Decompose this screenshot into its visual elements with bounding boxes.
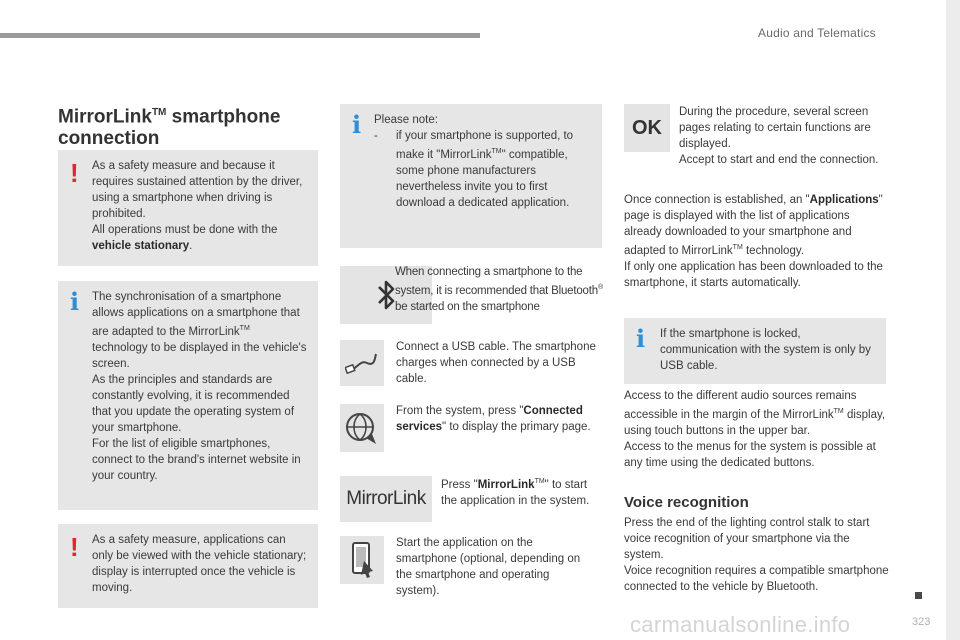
header-bar [0, 33, 480, 38]
access-text: Access to the different audio sources remains accessible in the margin of the MirrorLink™ display, using touch buttons in the upper bar. Access to the menus for the system is possible at any time using the dedicated buttons. [624, 390, 886, 469]
usb-text: Connect a USB cable. The smartphone charges when connected by a USB cable. [396, 341, 596, 385]
mirrorlink-text: Press "MirrorLink™" to start the application in the system. [441, 478, 590, 507]
bluetooth-text: When connecting a smartphone to the system, it is recommended that Bluetooth® be started on the smartphone [395, 266, 603, 313]
usb-icon-box [340, 340, 384, 386]
voice-recognition-text: Press the end of the lighting control stalk to start voice recognition of your smartphone via the system. Voice recognition requires a compatible smartphone connected to the vehicle by Bluetooth. [624, 517, 889, 593]
smartphone-icon-box [340, 536, 384, 584]
voice-recognition-heading: Voice recognition [624, 494, 749, 511]
connected-services-icon-box [340, 404, 384, 452]
safety-warning-box: ! As a safety measure and because it requires sustained attention by the driver, using a smartphone when driving is prohibited. All operations must be done with the vehicle stationary. [58, 150, 318, 266]
connected-services-text: From the system, press "Connected services" to display the primary page. [396, 405, 591, 433]
ok-button-icon-box [624, 104, 670, 152]
page-title: MirrorLink™ smartphone connection [58, 106, 281, 150]
page-number: 323 [912, 616, 931, 628]
end-marker [915, 592, 922, 599]
exclamation-icon: ! [70, 532, 79, 562]
page-edge-strip [946, 0, 960, 640]
smartphone-text: Start the application on the smartphone (optional, depending on the smartphone and operating system). [396, 537, 581, 597]
ok-label: OK [632, 116, 662, 139]
info-icon: i [70, 287, 80, 316]
usb-cable-icon [345, 349, 379, 377]
synchronisation-info-box: i The synchronisation of a smartphone allows applications on a smartphone that are adapted to the MirrorLink™ technology to be displayed in the vehicle's screen. As the principles and standards are constantly evolving, it is recommended that you update the operating system of your smartphone. For the list of eligible smartphones, connect to the brand's internet website in your country. [58, 281, 318, 510]
applications-text: Once connection is established, an "Applications" page is displayed with the list of applications already downloaded to your smartphone and adapted to MirrorLink™ technology. If only one application has been downloaded to the smartphone, it starts automatically. [624, 194, 883, 289]
viewing-warning-box: ! As a safety measure, applications can only be viewed with the vehicle stationary; display is interrupted once the vehicle is moving. [58, 524, 318, 608]
mirrorlink-logo-box [340, 476, 432, 522]
please-note-box: i Please note: - if your smartphone is supported, to make it "MirrorLink™" compatible, some phone manufacturers nevertheless invite you to first download a dedicated application. [340, 104, 602, 248]
ok-text: During the procedure, several screen pages relating to certain functions are displayed. Accept to start and end the connection. [679, 106, 879, 166]
smartphone-touch-icon [348, 541, 376, 579]
note-item: - if your smartphone is supported, to make it "MirrorLink™" compatible, some phone manufacturers nevertheless invite you to first download a dedicated application. [374, 128, 592, 211]
exclamation-icon: ! [70, 158, 79, 188]
locked-info-box: i If the smartphone is locked, communication with the system is only by USB cable. [624, 318, 886, 384]
watermark: carmanualsonline.info [630, 612, 851, 637]
info-icon: i [352, 110, 362, 139]
mirrorlink-logo: MirrorLink [346, 488, 426, 509]
info-icon: i [636, 324, 646, 353]
section-title: Audio and Telematics [758, 26, 876, 40]
connected-services-icon [344, 410, 380, 446]
